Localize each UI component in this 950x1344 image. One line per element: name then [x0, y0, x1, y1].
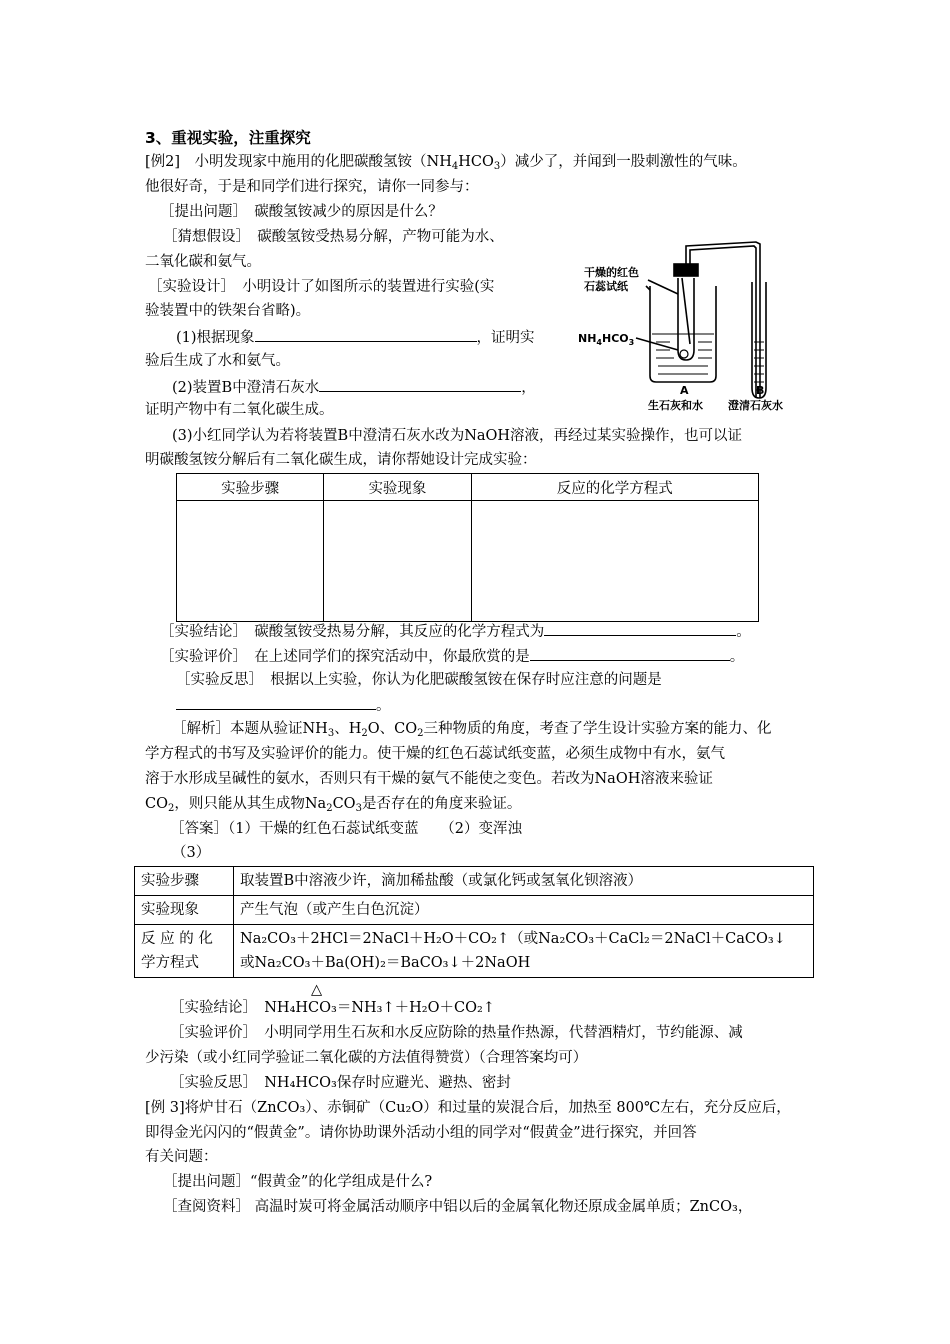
answer-blank-2[interactable] — [319, 376, 521, 392]
table-header: 实验现象 — [324, 474, 471, 501]
caption-a: 生石灰和水 — [648, 399, 703, 412]
answer-blank-3[interactable] — [544, 620, 736, 636]
analysis-3: 溶于水形成呈碱性的氨水，否则只有干燥的氨气不能使之变色。若改为NaOH溶液来验证 — [145, 771, 713, 787]
design-2: 验装置中的铁架台省略)。 — [145, 303, 311, 319]
label-salt: $NH_4HCO_3$ — [578, 332, 635, 347]
answer-value-equation: Na₂CO₃＋2HCl＝2NaCl＋H₂O＋CO₂↑（或Na₂CO₃＋CaCl₂＝2NaCl＋CaCO₃↓ 或Na₂CO₃＋Ba(OH)₂＝BaCO₃↓＋2NaOH — [234, 925, 814, 978]
heat-symbol: △ — [311, 982, 323, 998]
question-3: (3)小红同学认为若将装置B中澄清石灰水改为NaOH溶液，再经过某实验操作，也可以证 — [172, 428, 743, 444]
example3-2: 即得金光闪闪的“假黄金”。请你协助课外活动小组的同学对“假黄金”进行探究，并回答 — [145, 1125, 697, 1141]
reflection-question: ［实验反思］ 根据以上实验，你认为化肥碳酸氢铵在保存时应注意的问题是 — [176, 672, 662, 688]
question: ［提出问题］ 碳酸氢铵减少的原因是什么？ — [160, 204, 443, 220]
experiment-design-table — [176, 473, 759, 622]
answer-table — [134, 866, 814, 978]
label-b: B — [756, 384, 765, 397]
design-1: ［实验设计］ 小明设计了如图所示的装置进行实验(实 — [148, 279, 495, 295]
analysis-2: 学方程式的书写及实验评价的能力。使干燥的红色石蕊试纸变蓝，必须生成物中有水，氨气 — [145, 746, 725, 762]
table-header: 实验步骤 — [177, 474, 324, 501]
table-cell-phenomena[interactable] — [324, 501, 471, 622]
label-paper-1: 干燥的红色 — [584, 266, 639, 279]
example3-1: [例 3]将炉甘石（ZnCO₃）、赤铜矿（Cu₂O）和过量的炭混合后，加热至 800℃左右，充分反应后， — [145, 1100, 791, 1116]
example2-intro-2: 他很好奇，于是和同学们进行探究，请你一同参与： — [145, 179, 479, 195]
answer-blank-5[interactable] — [176, 694, 376, 710]
answer-value-phenomena: 产生气泡（或产生白色沉淀） — [234, 896, 814, 925]
solid-sample — [680, 350, 688, 358]
answer-line-2: （3） — [172, 845, 211, 861]
answer-key-phenomena: 实验现象 — [135, 896, 234, 925]
question-1: (1)根据现象 ，证明实 — [176, 326, 535, 348]
question-2-cont: 证明产物中有二氧化碳生成。 — [145, 402, 334, 418]
answer-key-equation: 反 应 的 化 学方程式 — [135, 925, 234, 978]
example3-question: ［提出问题］“假黄金”的化学组成是什么? — [163, 1174, 433, 1190]
caption-b: 澄清石灰水 — [728, 399, 783, 412]
answer-line-1: ［答案］（1）干燥的红色石蕊试纸变蓝 （2）变浑浊 — [170, 821, 522, 837]
section-heading: 3、重视实验，注重探究 — [145, 129, 311, 147]
answer-blank-1[interactable] — [255, 326, 477, 342]
hypothesis-1: ［猜想假设］ 碳酸氢铵受热易分解，产物可能为水、 — [163, 229, 504, 245]
conclusion-question: ［实验结论］ 碳酸氢铵受热易分解，其反应的化学方程式为 。 — [160, 620, 751, 642]
answer-key-steps: 实验步骤 — [135, 867, 234, 896]
hypothesis-2: 二氧化碳和氨气。 — [145, 254, 261, 270]
evaluation-question: ［实验评价］ 在上述同学们的探究活动中，你最欣赏的是 。 — [160, 645, 744, 667]
analysis-4: $CO_2$，则只能从其生成物$Na_2CO_3$是否存在的角度来验证。 — [145, 796, 522, 814]
apparatus-diagram — [578, 238, 803, 418]
question-2: (2)装置B中澄清石灰水 ， — [172, 376, 536, 398]
example3-resources: ［查阅资料］ 高温时炭可将金属活动顺序中铝以后的金属氧化物还原成金属单质；ZnCO₃， — [163, 1199, 753, 1215]
example3-3: 有关问题： — [145, 1149, 218, 1165]
answer-reflection: ［实验反思］ NH₄HCO₃保存时应避光、避热、密封 — [170, 1075, 511, 1091]
example2-intro: [例2] 小明发现家中施用的化肥碳酸氢铵$(NH_4HCO_3)$减少了，并闻到一股刺激性的气味。 — [145, 154, 747, 172]
analysis-1: ［解析］本题从验证$NH_3$、$H_2O$、$CO_2$三种物质的角度，考查了学生设计实验方案的能力、化 — [172, 721, 772, 739]
table-cell-equation[interactable] — [471, 501, 758, 622]
answer-blank-4[interactable] — [530, 645, 730, 661]
label-a: A — [680, 384, 689, 397]
answer-evaluation-1: ［实验评价］ 小明同学用生石灰和水反应防除的热量作热源，代替酒精灯，节约能源、减 — [170, 1025, 743, 1041]
table-header: 反应的化学方程式 — [471, 474, 758, 501]
answer-conclusion: ［实验结论］ NH₄HCO₃＝NH₃↑＋H₂O＋CO₂↑ — [170, 1000, 495, 1016]
question-3-cont: 明碳酸氢铵分解后有二氧化碳生成，请你帮她设计完成实验： — [145, 452, 537, 468]
table-cell-steps[interactable] — [177, 501, 324, 622]
answer-evaluation-2: 少污染（或小红同学验证二氧化碳的方法值得赞赏）（合理答案均可） — [145, 1050, 588, 1066]
question-1-cont: 验后生成了水和氨气。 — [145, 353, 290, 369]
answer-value-steps: 取装置B中溶液少许，滴加稀盐酸（或氯化钙或氢氧化钡溶液） — [234, 867, 814, 896]
label-paper-2: 石蕊试纸 — [584, 280, 628, 293]
reflection-blank-line: 。 — [176, 694, 391, 716]
